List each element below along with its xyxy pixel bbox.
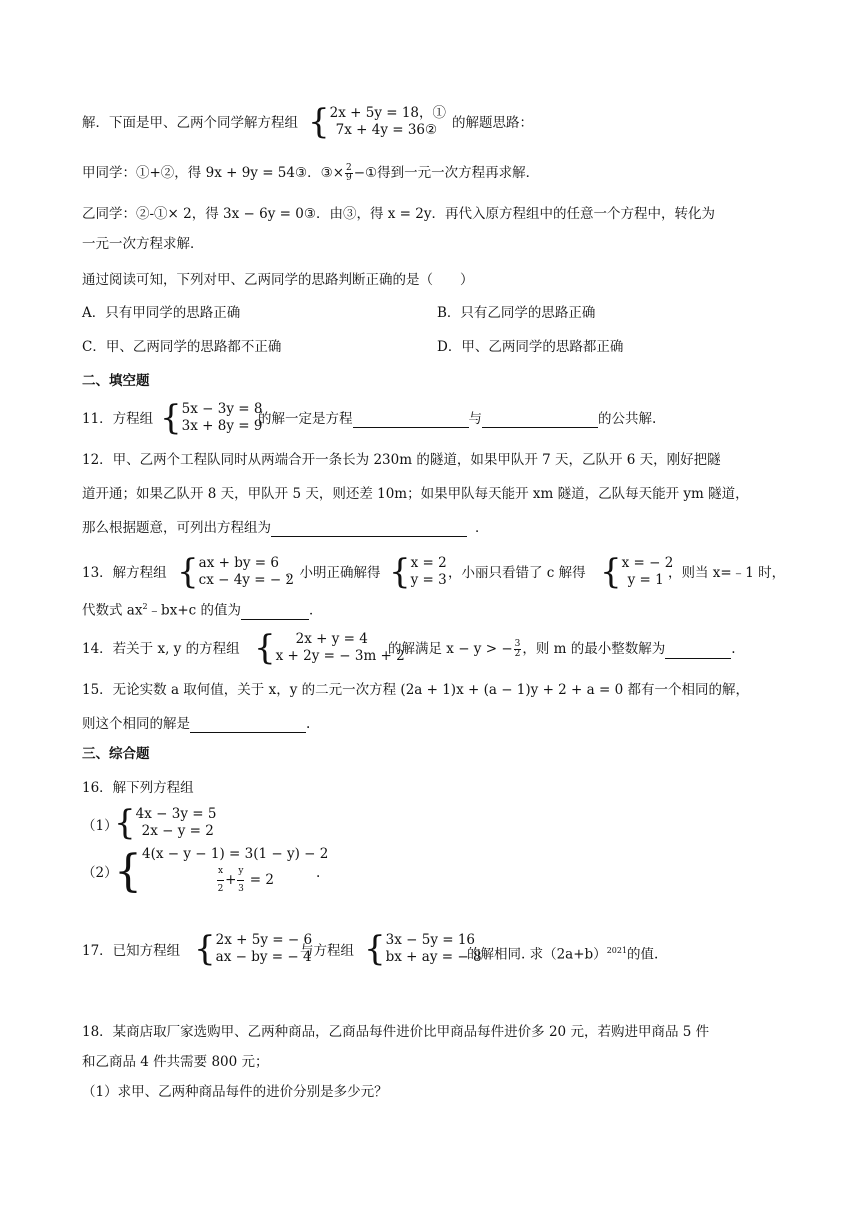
q10-eq1: 2x + 5y = 18，① (329, 105, 447, 121)
q11-blank-2[interactable] (482, 413, 598, 428)
q15-line1: 15．无论实数 a 取何值，关于 x，y 的二元一次方程 (2a + 1)x + (a − 1)y + 2 + a = 0 都有一个相同的解， (82, 682, 749, 698)
q16-p2-label: （2） (82, 865, 118, 881)
q14-system (254, 628, 405, 668)
left-brace: { (160, 398, 182, 438)
q10-jia-text: 甲同学：①+②，得 9x + 9y = 54③．③× (82, 165, 345, 181)
q12-text: 那么根据题意，可列出方程组为 (82, 520, 271, 536)
q14-blank[interactable] (665, 644, 731, 659)
q14-tail: ，则 m 的最小整数解为 (522, 641, 666, 657)
q16-p1-eq1: 4x − 3y = 5 (135, 806, 217, 822)
q13-solution-xiaoli (600, 552, 674, 592)
q12-line2: 道开通；如果乙队开 8 天，甲队开 5 天，则还差 10m；如果甲队每天能开 xm 隧道，乙队每天能开 ym 隧道， (82, 486, 749, 502)
q13-end: ． (308, 602, 323, 619)
frac-den: 9 (346, 173, 352, 183)
q11-mid (258, 410, 656, 428)
q13-exponent: 2 (142, 602, 148, 611)
q12-end: ． (475, 520, 489, 536)
q10-jia-text2: −①得到一元一次方程再求解． (353, 165, 540, 181)
q13-tail: ，则当 x=﹣1 时， (668, 565, 786, 581)
left-brace: { (308, 102, 330, 142)
q17-a1: 2x + 5y = − 6 (215, 932, 313, 948)
q11-eq1: 5x − 3y = 8 (181, 401, 263, 417)
q13-system (177, 552, 295, 592)
q11-blank-1[interactable] (353, 413, 469, 428)
q11-prefix: 11．方程组 (82, 411, 154, 427)
q16-p2-eq2 (142, 863, 328, 898)
option-d: D．甲、乙两同学的思路都正确 (437, 339, 624, 355)
section-heading-comprehensive: 三、综合题 (82, 746, 150, 762)
left-brace: { (364, 929, 386, 969)
left-brace: { (389, 552, 411, 592)
q12-blank[interactable] (271, 522, 467, 537)
left-brace: { (600, 552, 622, 592)
option-a: A．只有甲同学的思路正确 (82, 305, 241, 321)
q14-end: . (731, 641, 736, 657)
q12-line1: 12．甲、乙两个工程队同时从两端合开一条长为 230m 的隧道，如果甲队开 7 天，乙队开 6 天，刚好把隧 (82, 452, 721, 468)
q16-p2-rhs: = 2 (249, 872, 274, 888)
q14-rest (388, 640, 736, 659)
q14-prefix: 14．若关于 x, y 的方程组 (82, 641, 240, 657)
q10-tail: 的解题思路： (452, 115, 533, 131)
q14-mid: 的解满足 x − y > − (388, 641, 513, 657)
fraction-x-2 (217, 863, 224, 898)
q17-exponent: 2021 (606, 946, 628, 955)
q17-b2: bx + ay = − 8 (385, 949, 482, 965)
frac-num: 2 (346, 163, 352, 173)
plus-sign: + (225, 872, 237, 888)
q16-p2-system (114, 846, 328, 898)
left-brace: { (254, 628, 276, 668)
fraction-y-3 (237, 863, 244, 898)
frac-den: 2 (217, 884, 224, 894)
q13-expr-a: 代数式 ax (82, 602, 143, 619)
q11-text2: 与 (468, 411, 482, 427)
q13-s1b: y = 3 (410, 572, 447, 588)
q15-end: . (306, 716, 311, 732)
option-c: C．甲、乙两同学的思路都不正确 (82, 339, 282, 355)
q13-mid2: ，小丽只看错了 c 解得 (448, 565, 586, 581)
q16-p2-eq1: 4(x − y − 1) = 3(1 − y) − 2 (142, 846, 329, 862)
frac-num: y (237, 863, 244, 881)
q12-line3 (82, 519, 489, 537)
frac-den: 2 (514, 649, 521, 659)
q16-title: 16．解下列方程组 (82, 780, 194, 796)
q16-p1-eq2: 2x − y = 2 (141, 823, 214, 839)
q18-sub1: （1）求甲、乙两种商品每件的进价分别是多少元？ (82, 1084, 388, 1100)
q10-intro: 解．下面是甲、乙两个同学解方程组 (82, 115, 298, 131)
q17-tail (467, 942, 658, 964)
q14-eq1: 2x + y = 4 (295, 631, 368, 647)
q11-tail: 的公共解. (598, 411, 657, 427)
section-heading-fill-blank: 二、填空题 (82, 373, 150, 389)
left-brace: { (114, 803, 136, 843)
q17-prefix: 17．已知方程组 (82, 943, 181, 959)
left-brace: { (194, 929, 216, 969)
q14-eq2: x + 2y = − 3m + 2 (275, 648, 405, 664)
q13-eq2: cx − 4y = − 2 (198, 572, 295, 588)
q18-line1: 18．某商店取厂家选购甲、乙两种商品，乙商品每件进价比甲商品每件进价多 20 元，若购进甲商品 5 件 (82, 1024, 710, 1040)
q17-mid: 与方程组 (300, 943, 354, 959)
fraction-2-9 (345, 164, 353, 183)
frac-num: x (217, 863, 224, 881)
left-brace: { (177, 552, 199, 592)
option-b: B．只有乙同学的思路正确 (437, 305, 596, 321)
frac-den: 3 (238, 884, 244, 894)
q13-blank[interactable] (241, 605, 309, 620)
q15-text: 则这个相同的解是 (82, 716, 190, 732)
fraction-3-2 (514, 640, 522, 659)
q13-mid1: ，小明正确解得 (286, 565, 381, 581)
q16-p1-label: （1） (82, 818, 118, 834)
q13-s2a: x = − 2 (621, 555, 674, 571)
q17-tail-b: 的值. (627, 946, 659, 963)
q17-system-a (194, 929, 313, 969)
q11-text1: 的解一定是方程 (258, 411, 353, 427)
q11-eq2: 3x + 8y = 9 (181, 418, 263, 434)
q10-yi-line2: 一元一次方程求解． (82, 236, 204, 252)
left-brace: { (114, 846, 142, 897)
q16-end: . (316, 865, 321, 881)
q10-yi-line1: 乙同学：②-①× 2，得 3x − 6y = 0③．由③，得 x = 2y．再代入原方程组中的任意一个方程中，转化为 (82, 206, 715, 222)
q11-system (160, 398, 263, 438)
q13-expr-b: ﹣bx+c 的值为 (147, 602, 241, 619)
q13-solution-xiaoming (389, 552, 447, 592)
q17-b1: 3x − 5y = 16 (385, 932, 476, 948)
q18-line2: 和乙商品 4 件共需要 800 元； (82, 1054, 269, 1070)
q17-a2: ax − by = − 4 (215, 949, 312, 965)
q10-eq2: 7x + 4y = 36② (335, 122, 438, 138)
q10-jia (82, 164, 539, 183)
q15-blank[interactable] (190, 718, 306, 733)
q17-tail-a: 的解相同. 求（2a+b） (467, 946, 607, 963)
q13-eq1: ax + by = 6 (198, 555, 279, 571)
q13-s2b: y = 1 (627, 572, 664, 588)
q10-system (308, 102, 447, 142)
q17-system-b (364, 929, 482, 969)
q15-line2 (82, 715, 310, 733)
q16-p1-system (114, 803, 217, 843)
q13-prefix: 13．解方程组 (82, 565, 167, 581)
q10-question: 通过阅读可知，下列对甲、乙两同学的思路判断正确的是（ ） (82, 272, 474, 288)
frac-num: 3 (514, 639, 521, 649)
q13-line2 (82, 598, 322, 620)
q13-s1a: x = 2 (410, 555, 447, 571)
